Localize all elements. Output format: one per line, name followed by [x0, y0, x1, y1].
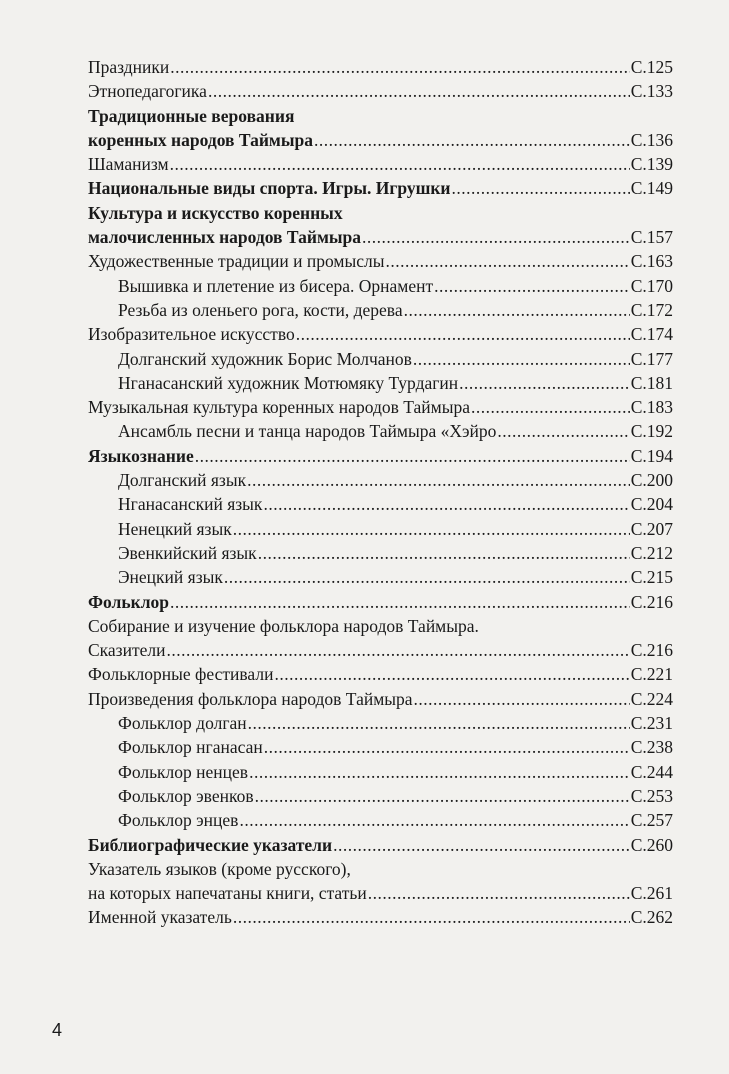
toc-entry [88, 225, 673, 249]
toc-entry-title: Традиционные верования [88, 105, 295, 126]
toc-entry-title: Энецкий язык [118, 567, 223, 588]
toc-entry-page: С.224 [630, 688, 673, 709]
dot-leader [233, 517, 630, 541]
toc-entry [88, 638, 673, 662]
toc-entry-title: Фольклор нганасан [118, 737, 263, 758]
dot-leader [497, 419, 629, 443]
toc-entry-title: Фольклор эвенков [118, 785, 254, 806]
dot-leader [368, 881, 630, 905]
toc-entry [88, 833, 673, 857]
toc-entry [88, 735, 673, 759]
dot-leader [195, 444, 630, 468]
toc-entry-title: Ненецкий язык [118, 518, 232, 539]
toc-entry-page: С.216 [630, 640, 673, 661]
toc-entry-page: С.207 [630, 518, 673, 539]
toc-entry-page: С.261 [630, 883, 673, 904]
toc-entry-title: Нганасанский художник Мотюмяку Турдагин [118, 372, 459, 393]
toc-entry-page: С.125 [630, 57, 673, 77]
toc-entry-title: Резьба из оленьего рога, кости, дерева [118, 299, 403, 320]
toc-entry [88, 347, 673, 371]
toc-entry [88, 468, 673, 492]
dot-leader [170, 152, 630, 176]
dot-leader [233, 905, 630, 929]
toc-entry-page: С.212 [630, 542, 673, 563]
toc-entry [88, 444, 673, 468]
toc-entry [88, 322, 673, 346]
dot-leader [413, 347, 630, 371]
dot-leader [224, 565, 630, 589]
toc-entry [88, 614, 673, 638]
toc-entry [88, 274, 673, 298]
toc-entry [88, 784, 673, 808]
toc-entry-page: С.174 [630, 324, 673, 345]
toc-entry-page: С.260 [630, 834, 673, 855]
toc-entry-title: Языкознание [88, 445, 194, 466]
toc-entry [88, 419, 673, 443]
toc-entry [88, 128, 673, 152]
toc-entry-page: С.194 [630, 445, 673, 466]
toc-entry-page: С.238 [630, 737, 673, 758]
toc-entry-page: С.183 [630, 397, 673, 418]
dot-leader [170, 55, 629, 79]
toc-entry-title: на которых напечатаны книги, статьи [88, 883, 367, 904]
toc-entry-title: малочисленных народов Таймыра [88, 227, 362, 248]
dot-leader [434, 274, 630, 298]
toc-entry-title: Библиографические указатели [88, 834, 333, 855]
toc-entry [88, 152, 673, 176]
toc-entry-page: С.163 [630, 251, 673, 272]
toc-entry [88, 395, 673, 419]
toc-entry-title: Именной указатель [88, 907, 232, 928]
toc-entry-page: С.253 [630, 785, 673, 806]
toc-entry-page: С.215 [630, 567, 673, 588]
dot-leader [404, 298, 630, 322]
toc-entry [88, 808, 673, 832]
toc-entry [88, 662, 673, 686]
toc-entry [88, 565, 673, 589]
toc-entry-title: Этнопедагогика [88, 81, 207, 102]
toc-entry-page: С.181 [630, 372, 673, 393]
toc-entry-page: С.244 [630, 761, 673, 782]
toc-entry [88, 79, 673, 103]
toc-entry-page: С.204 [630, 494, 673, 515]
toc-entry-page: С.149 [630, 178, 673, 199]
toc-entry [88, 249, 673, 273]
toc-entry-page: С.170 [630, 275, 673, 296]
toc-entry-page: С.231 [630, 713, 673, 734]
dot-leader [239, 808, 629, 832]
page-number: 4 [52, 1020, 63, 1040]
dot-leader [274, 662, 629, 686]
toc-entry-page: С.157 [630, 227, 673, 248]
toc-entry-title: Произведения фольклора народов Таймыра [88, 688, 413, 709]
toc-entry-title: Праздники [88, 57, 170, 77]
toc-entry-title: Эвенкийский язык [118, 542, 257, 563]
dot-leader [208, 79, 630, 103]
toc-entry [88, 492, 673, 516]
dot-leader [247, 468, 630, 492]
dot-leader [362, 225, 630, 249]
dot-leader [249, 760, 630, 784]
dot-leader [264, 735, 630, 759]
toc-entry-page: С.172 [630, 299, 673, 320]
toc-entry [88, 298, 673, 322]
toc-entry-title: Сказители [88, 640, 166, 661]
toc-entry-title: Фольклорные фестивали [88, 664, 274, 685]
toc-entry-title: Шаманизм [88, 154, 169, 175]
toc-entry [88, 517, 673, 541]
toc-entry-title: Изобразительное искусство [88, 324, 295, 345]
toc-entry-title: Собирание и изучение фольклора народов Таймыра. [88, 615, 479, 636]
toc-entry-page: С.262 [630, 907, 673, 928]
toc-entry-page: С.257 [630, 810, 673, 831]
toc-entry-title: Фольклор энцев [118, 810, 239, 831]
toc-entry [88, 881, 673, 905]
toc-entry-page: С.177 [630, 348, 673, 369]
dot-leader [170, 590, 630, 614]
toc-entry [88, 541, 673, 565]
toc-entry [88, 176, 673, 200]
toc-entry [88, 905, 673, 929]
toc-entry [88, 857, 673, 881]
toc-entry-title: Ансамбль песни и танца народов Таймыра «Хэйро [118, 421, 497, 442]
dot-leader [296, 322, 630, 346]
toc-entry-page: С.139 [630, 154, 673, 175]
toc-entry-title: коренных народов Таймыра [88, 129, 313, 150]
toc-entry-title: Нганасанский язык [118, 494, 263, 515]
dot-leader [333, 833, 630, 857]
toc-entry [88, 55, 673, 79]
toc-entry-title: Долганский язык [118, 470, 247, 491]
dot-leader [314, 128, 630, 152]
toc-entry-page: С.216 [630, 591, 673, 612]
toc-entry-page: С.136 [630, 129, 673, 150]
dot-leader [166, 638, 629, 662]
toc-entry [88, 371, 673, 395]
toc-entry [88, 687, 673, 711]
dot-leader [248, 711, 630, 735]
table-of-contents [88, 55, 673, 930]
toc-entry-title: Музыкальная культура коренных народов Таймыра [88, 397, 470, 418]
dot-leader [452, 176, 630, 200]
toc-entry-title: Культура и искусство коренных [88, 202, 343, 223]
toc-entry [88, 711, 673, 735]
toc-entry-page: С.200 [630, 470, 673, 491]
toc-entry-page: С.221 [630, 664, 673, 685]
toc-entry-page: С.192 [630, 421, 673, 442]
toc-entry-title: Фольклор долган [118, 713, 247, 734]
toc-entry [88, 760, 673, 784]
toc-entry-title: Фольклор ненцев [118, 761, 249, 782]
dot-leader [263, 492, 629, 516]
dot-leader [385, 249, 629, 273]
toc-entry-title: Вышивка и плетение из бисера. Орнамент [118, 275, 434, 296]
toc-entry-title: Фольклор [88, 591, 170, 612]
toc-entry [88, 201, 673, 225]
dot-leader [255, 784, 630, 808]
toc-entry-title: Долганский художник Борис Молчанов [118, 348, 412, 369]
toc-entry-page: С.133 [630, 81, 673, 102]
dot-leader [459, 371, 630, 395]
dot-leader [258, 541, 630, 565]
toc-entry [88, 590, 673, 614]
dot-leader [414, 687, 630, 711]
dot-leader [471, 395, 630, 419]
toc-entry-title: Указатель языков (кроме русского), [88, 858, 351, 879]
toc-entry [88, 104, 673, 128]
toc-entry-title: Национальные виды спорта. Игры. Игрушки [88, 178, 451, 199]
toc-entry-title: Художественные традиции и промыслы [88, 251, 385, 272]
